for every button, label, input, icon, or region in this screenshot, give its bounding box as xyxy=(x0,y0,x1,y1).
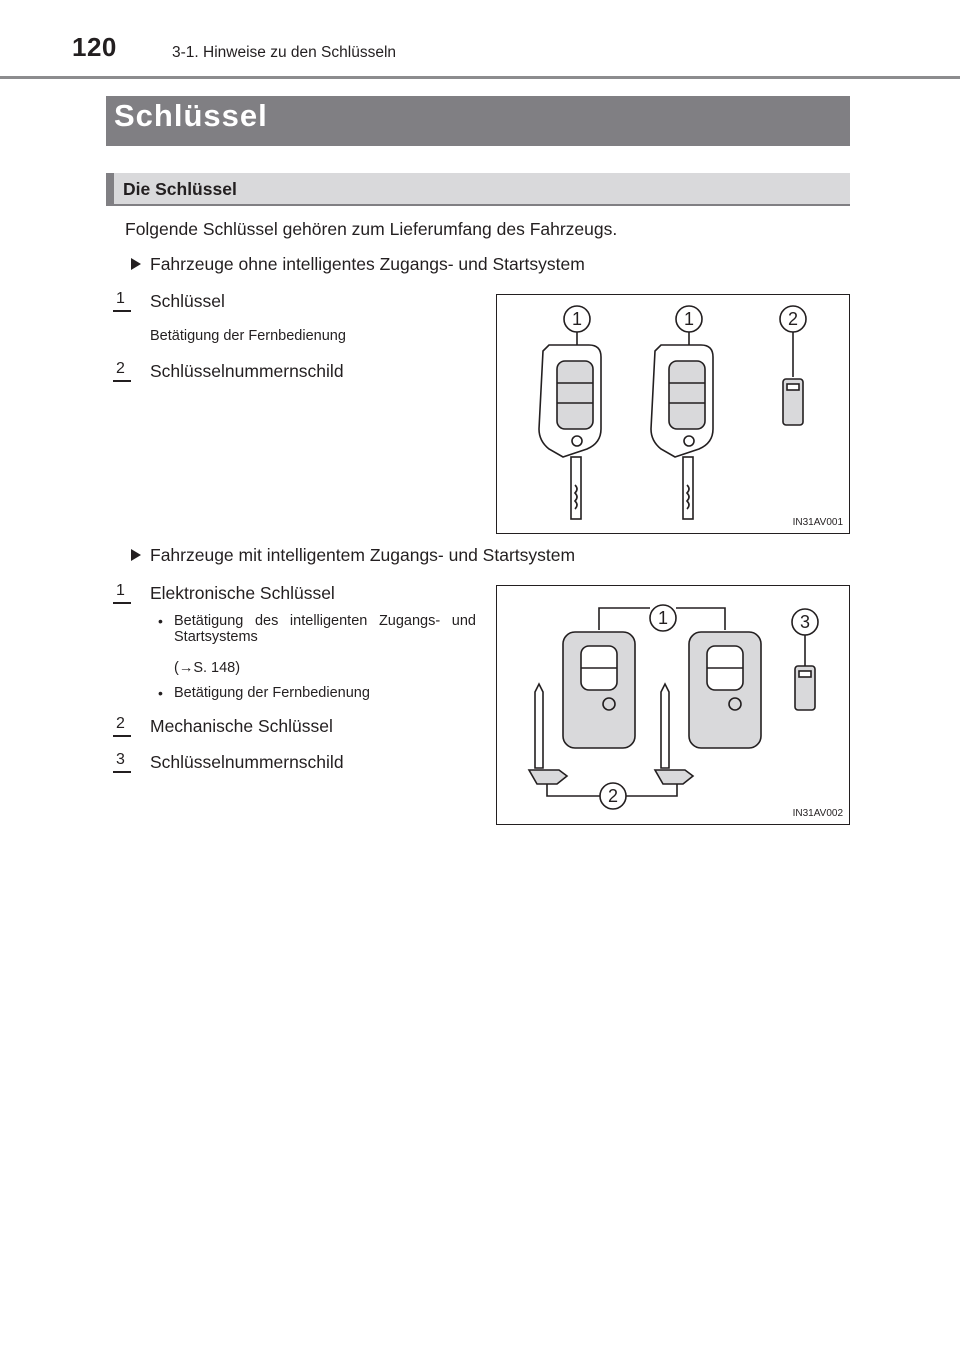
item-note: Betätigung der Fernbedienung xyxy=(150,328,346,344)
group2-heading: Fahrzeuge mit intelligentem Zugangs- und Startsystem xyxy=(150,545,576,565)
figure-code: IN31AV002 xyxy=(792,808,843,819)
intro-text: Folgende Schlüssel gehören zum Lieferumfang des Fahrzeugs. xyxy=(125,219,618,239)
callout-label: 2 xyxy=(787,309,799,329)
figure-keys-standard xyxy=(496,294,850,534)
item-label: Elektronische Schlüssel xyxy=(150,583,335,603)
triangle-bullet-icon xyxy=(131,549,141,561)
callout-label: 3 xyxy=(799,612,811,632)
bullet-text: Betätigung des intelligenten Zugangs- und Startsystems xyxy=(174,613,476,645)
callout-label: 1 xyxy=(571,309,583,329)
section-title-rule xyxy=(106,204,850,206)
item-number: 3 xyxy=(116,751,125,768)
number-underline xyxy=(113,735,131,737)
section-title: Die Schlüssel xyxy=(123,179,237,199)
item-label: Mechanische Schlüssel xyxy=(150,716,333,736)
bullet-ref: (→S. 148) xyxy=(174,660,241,676)
running-head: 3-1. Hinweise zu den Schlüsseln xyxy=(172,44,397,61)
keys-illustration xyxy=(497,295,849,533)
item-number: 1 xyxy=(116,582,125,599)
number-underline xyxy=(113,771,131,773)
item-label: Schlüssel xyxy=(150,291,225,311)
figure-keys-smart xyxy=(496,585,850,825)
item-label: Schlüsselnummernschild xyxy=(150,752,344,772)
page-number: 120 xyxy=(72,32,117,62)
item-number: 2 xyxy=(116,715,125,732)
number-underline xyxy=(113,380,131,382)
item-number: 1 xyxy=(116,290,125,307)
callout-label: 1 xyxy=(657,608,669,628)
header-rule xyxy=(0,76,960,79)
bullet-text: Betätigung der Fernbedienung xyxy=(174,685,370,701)
bullet-dot-icon: • xyxy=(158,685,163,701)
item-number: 2 xyxy=(116,360,125,377)
figure-code: IN31AV001 xyxy=(792,517,843,528)
item-label: Schlüsselnummernschild xyxy=(150,361,344,381)
callout-label: 1 xyxy=(683,309,695,329)
smart-keys-illustration xyxy=(497,586,849,824)
bullet-dot-icon: • xyxy=(158,613,163,629)
callout-label: 2 xyxy=(607,786,619,806)
section-title-accent xyxy=(106,173,114,204)
page-title: Schlüssel xyxy=(114,98,268,133)
number-underline xyxy=(113,310,131,312)
number-underline xyxy=(113,602,131,604)
triangle-bullet-icon xyxy=(131,258,141,270)
group1-heading: Fahrzeuge ohne intelligentes Zugangs- und Startsystem xyxy=(150,254,585,274)
